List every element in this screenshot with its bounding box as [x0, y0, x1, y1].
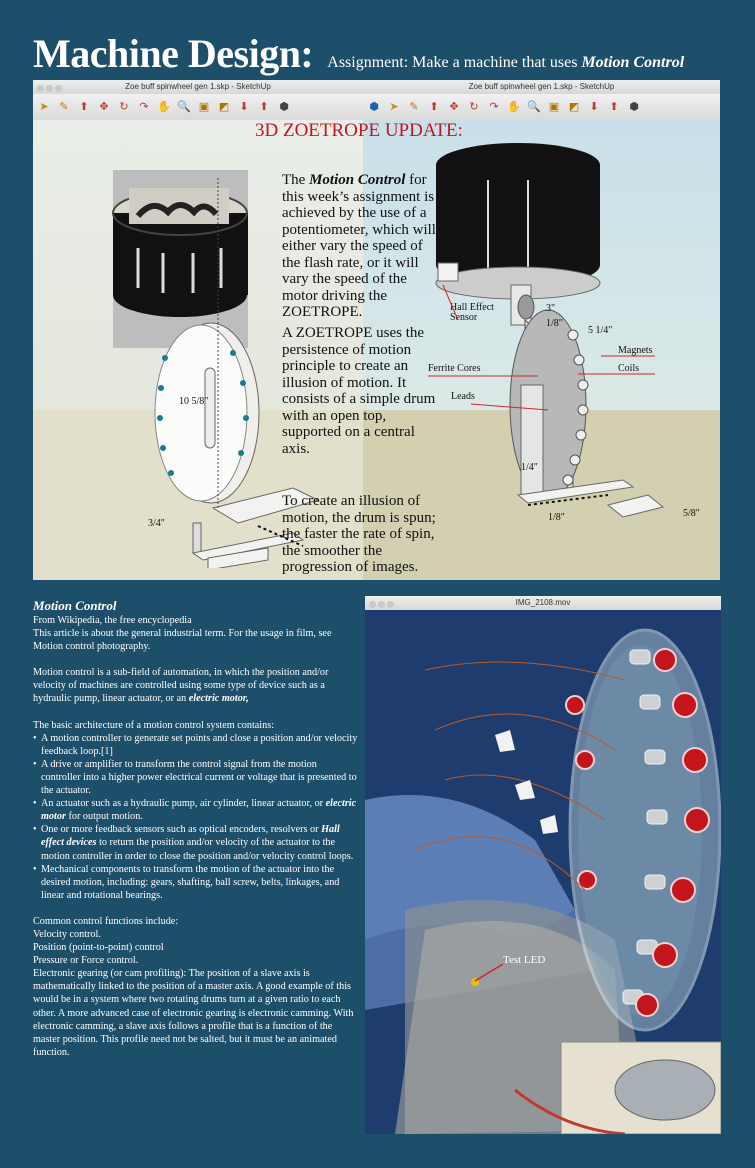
orbit-tool-icon[interactable]: ✋: [507, 100, 521, 113]
zoetrope-description-paragraph: A ZOETROPE uses the persistence of motion principle to create an illusion of motion. It consists of a simple drum with an open top, supported on a central axis.: [282, 325, 436, 457]
move-tool-icon[interactable]: ✥: [449, 100, 459, 113]
list-item: • An actuator such as a hydraulic pump, air cylinder, linear actuator, or electric motor for output motion.: [33, 797, 358, 823]
zoom-tool-icon[interactable]: 🔍: [177, 100, 191, 113]
move-tool-icon[interactable]: ✥: [99, 100, 109, 113]
list-item: • A motion controller to generate set points and close a position and/or velocity feedback loop.[1]: [33, 732, 358, 758]
rotate-tool-icon[interactable]: ↻: [469, 100, 479, 113]
follow-me-tool-icon[interactable]: ↷: [139, 100, 149, 113]
magnets-label: Magnets: [618, 345, 653, 356]
dim-5-8: 5/8": [683, 508, 700, 519]
paint-tool-icon[interactable]: ✎: [409, 100, 419, 113]
follow-me-tool-icon[interactable]: ↷: [489, 100, 499, 113]
assignment-line: Assignment: Make a machine that uses Motion Control: [327, 54, 685, 71]
share-model-icon[interactable]: ⬆: [609, 100, 619, 113]
sketchup-composite: [33, 80, 720, 580]
rotate-tool-icon[interactable]: ↻: [119, 100, 129, 113]
article-heading: Motion Control: [33, 598, 117, 613]
coils-label: Coils: [618, 363, 640, 374]
share-model-icon[interactable]: ⬆: [259, 100, 269, 113]
pushpull-tool-icon[interactable]: ⬆: [429, 100, 439, 113]
dim-5-1-4: 5 1/4": [588, 325, 613, 336]
pushpull-tool-icon[interactable]: ⬆: [79, 100, 89, 113]
orbit-tool-icon[interactable]: ✋: [157, 100, 171, 113]
assignment-emphasis: Motion Control: [581, 54, 685, 71]
list-item: • One or more feedback sensors such as optical encoders, resolvers or Hall effect devices to return the position and/or velocity of the actuator to the motion controller in order to close the position and/or velocity control loops.: [33, 823, 358, 862]
dim-1-8: 1/8": [546, 318, 563, 329]
components-icon[interactable]: ⬢: [369, 100, 379, 113]
zoom-extents-icon[interactable]: ▣: [548, 100, 560, 113]
illusion-paragraph: To create an illusion of motion, the drum is spun; the faster the rate of spin, the smoother the progression of images.: [282, 493, 436, 575]
article-intro: This article is about the general industrial term. For the usage in film, see Motion control photography.: [33, 628, 332, 653]
function-item: Pressure or Force control.: [33, 955, 139, 967]
select-tool-icon[interactable]: ➤: [389, 100, 399, 113]
page-header: [33, 30, 684, 77]
architecture-intro: The basic architecture of a motion control system contains:: [33, 719, 275, 731]
electronic-gearing-paragraph: Electronic gearing (or cam profiling): The position of a slave axis is mathematically linked to the position of a master axis. A good example of this would be in a system where two rotating drums turn at a given ratio to each other. A more advanced case of electronic gearing is electronic camming. With electronic camming, a slave axis follows a profile that is a function of the master position. This profile need not be salted, but it must be an animated function.: [33, 968, 354, 1058]
motion-control-paragraph: The Motion Control for this week’s assignment is achieved by the use of a potentiometer, which will either vary the speed of the flash rate, or it will vary the speed of the motor driving the ZOETROPE.: [282, 172, 436, 320]
article-definition: Motion control is a sub-field of automation, in which the position and/or velocity of machines are controlled using some type of device such as a hydraulic pump, linear actuator, or an electric motor,: [33, 667, 329, 705]
test-led-leader: [365, 596, 721, 1134]
zoetrope-heading: 3D ZOETROPE UPDATE:: [255, 120, 463, 141]
components-icon[interactable]: ⬢: [279, 100, 289, 113]
dim-1-8-bottom: 1/8": [548, 512, 565, 523]
dim-16: 16": [221, 302, 236, 313]
dim-3: 3": [546, 303, 556, 314]
test-led-label: Test LED: [503, 954, 546, 966]
functions-intro: Common control functions include:: [33, 915, 179, 927]
zoom-extents-icon[interactable]: ▣: [198, 100, 210, 113]
video-window: [365, 596, 721, 1134]
warehouse-icon[interactable]: ⬇: [589, 100, 599, 113]
window-title: Zoe buff spinwheel gen 1.skp - SketchUp: [468, 82, 615, 91]
video-title: IMG_2108.mov: [515, 598, 571, 607]
sketchup-toolbar: [33, 94, 363, 121]
dim-3-4-left: 3/4": [148, 518, 165, 529]
function-item: Velocity control.: [33, 928, 101, 940]
dim-1-4: 1/4": [521, 462, 538, 473]
function-item: Position (point-to-point) control: [33, 942, 164, 954]
ferrite-cores-label: Ferrite Cores: [428, 363, 481, 374]
page-title: Machine Design:: [33, 31, 314, 76]
components-icon[interactable]: ⬢: [629, 100, 639, 113]
motion-control-article: [33, 598, 358, 1059]
section-tool-icon[interactable]: ◩: [218, 100, 230, 113]
article-source: From Wikipedia, the free encyclopedia: [33, 615, 192, 626]
zoom-tool-icon[interactable]: 🔍: [527, 100, 541, 113]
leads-label: Leads: [451, 391, 475, 402]
sensor-label: Sensor: [450, 312, 478, 323]
window-title: Zoe buff spinwheel gen 1.skp - SketchUp: [125, 82, 271, 91]
dim-10-5-8: 10 5/8": [179, 396, 209, 407]
hall-effect-label: Hall Effect: [450, 302, 494, 313]
window-titlebar: [33, 80, 363, 95]
architecture-list: [33, 732, 358, 902]
list-item: • Mechanical components to transform the motion of the actuator into the desired motion, including: gears, shafting, ball screw, belts, linkages, and linear and rotational bearings.: [33, 863, 358, 902]
select-tool-icon[interactable]: ➤: [39, 100, 49, 113]
section-tool-icon[interactable]: ◩: [568, 100, 580, 113]
warehouse-icon[interactable]: ⬇: [239, 100, 249, 113]
list-item: • A drive or amplifier to transform the control signal from the motion controller into a higher power electrical current or voltage that is presented to the actuator.: [33, 758, 358, 797]
paint-tool-icon[interactable]: ✎: [59, 100, 69, 113]
